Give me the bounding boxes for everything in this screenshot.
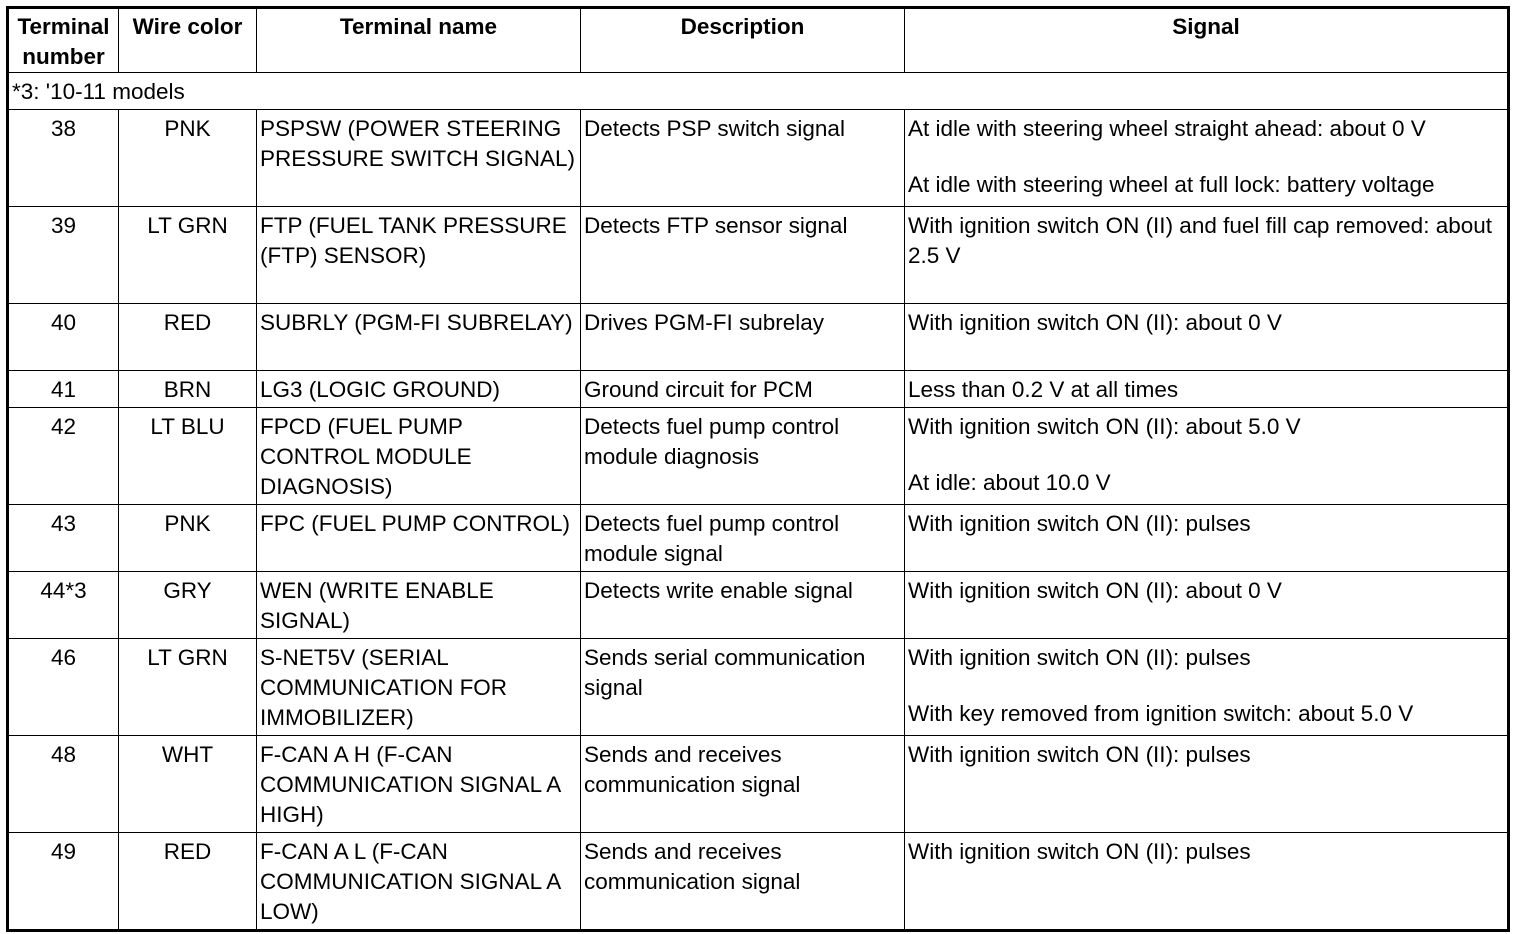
wire-color: RED: [119, 833, 257, 931]
signal-line: At idle with steering wheel straight ahead: about 0 V: [908, 116, 1426, 141]
wire-color: BRN: [119, 371, 257, 408]
table-row: [8, 408, 1509, 505]
wire-color: GRY: [119, 572, 257, 639]
signal: [905, 505, 1509, 572]
wire-color: LT GRN: [119, 639, 257, 736]
table-row: [8, 304, 1509, 371]
description: Detects fuel pump control module diagnosis: [581, 408, 905, 505]
signal: [905, 833, 1509, 931]
description: Ground circuit for PCM: [581, 371, 905, 408]
signal-line: With ignition switch ON (II): pulses: [908, 742, 1251, 767]
wire-color: WHT: [119, 736, 257, 833]
description: Detects write enable signal: [581, 572, 905, 639]
table-row: [8, 736, 1509, 833]
signal-line: With ignition switch ON (II): pulses: [908, 645, 1251, 670]
terminal-name: FTP (FUEL TANK PRESSURE (FTP) SENSOR): [257, 207, 581, 304]
signal-line: At idle: about 10.0 V: [908, 470, 1111, 495]
wire-color: LT GRN: [119, 207, 257, 304]
header-description: Description: [581, 8, 905, 73]
wire-color: LT BLU: [119, 408, 257, 505]
signal-line: Less than 0.2 V at all times: [908, 377, 1179, 402]
terminal-name: S-NET5V (SERIAL COMMUNICATION FOR IMMOBILIZER): [257, 639, 581, 736]
terminal-number: 44*3: [8, 572, 119, 639]
description: Sends serial communication signal: [581, 639, 905, 736]
terminal-number: 40: [8, 304, 119, 371]
terminal-name: SUBRLY (PGM-FI SUBRELAY): [257, 304, 581, 371]
description: Sends and receives communication signal: [581, 736, 905, 833]
wire-color: PNK: [119, 110, 257, 207]
terminal-name: LG3 (LOGIC GROUND): [257, 371, 581, 408]
signal-line: With key removed from ignition switch: about 5.0 V: [908, 701, 1414, 726]
table-row: [8, 505, 1509, 572]
description: Detects PSP switch signal: [581, 110, 905, 207]
model-note-row: [8, 73, 1509, 110]
terminal-table: [6, 6, 1510, 932]
signal: [905, 304, 1509, 371]
header-terminal-number: Terminal number: [8, 8, 119, 73]
terminal-number: 48: [8, 736, 119, 833]
signal: [905, 408, 1509, 505]
signal-line: With ignition switch ON (II): about 0 V: [908, 578, 1282, 603]
terminal-name: F-CAN A L (F-CAN COMMUNICATION SIGNAL A LOW): [257, 833, 581, 931]
header-signal: Signal: [905, 8, 1509, 73]
header-row: [8, 8, 1509, 73]
table-row: [8, 207, 1509, 304]
signal: [905, 110, 1509, 207]
header-terminal-name: Terminal name: [257, 8, 581, 73]
signal-line: With ignition switch ON (II): about 5.0 V: [908, 414, 1301, 439]
terminal-number: 39: [8, 207, 119, 304]
terminal-number: 46: [8, 639, 119, 736]
description: Detects FTP sensor signal: [581, 207, 905, 304]
table-row: [8, 833, 1509, 931]
signal-line: With ignition switch ON (II) and fuel fill cap removed: about 2.5 V: [908, 213, 1493, 268]
terminal-number: 41: [8, 371, 119, 408]
table-row: [8, 572, 1509, 639]
model-note: *3: '10-11 models: [8, 73, 1509, 110]
table-row: [8, 639, 1509, 736]
terminal-name: WEN (WRITE ENABLE SIGNAL): [257, 572, 581, 639]
table-row: [8, 110, 1509, 207]
terminal-name: F-CAN A H (F-CAN COMMUNICATION SIGNAL A HIGH): [257, 736, 581, 833]
wire-color: RED: [119, 304, 257, 371]
terminal-name: PSPSW (POWER STEERING PRESSURE SWITCH SIGNAL): [257, 110, 581, 207]
signal: [905, 572, 1509, 639]
terminal-number: 38: [8, 110, 119, 207]
description: Drives PGM-FI subrelay: [581, 304, 905, 371]
wire-color: PNK: [119, 505, 257, 572]
terminal-number: 42: [8, 408, 119, 505]
signal: [905, 207, 1509, 304]
signal-line: With ignition switch ON (II): pulses: [908, 511, 1251, 536]
table-row: [8, 371, 1509, 408]
signal: [905, 371, 1509, 408]
signal: [905, 736, 1509, 833]
header-wire-color: Wire color: [119, 8, 257, 73]
terminal-number: 49: [8, 833, 119, 931]
terminal-name: FPCD (FUEL PUMP CONTROL MODULE DIAGNOSIS): [257, 408, 581, 505]
signal: [905, 639, 1509, 736]
terminal-name: FPC (FUEL PUMP CONTROL): [257, 505, 581, 572]
signal-line: With ignition switch ON (II): pulses: [908, 839, 1251, 864]
signal-line: At idle with steering wheel at full lock: battery voltage: [908, 172, 1435, 197]
description: Detects fuel pump control module signal: [581, 505, 905, 572]
terminal-number: 43: [8, 505, 119, 572]
description: Sends and receives communication signal: [581, 833, 905, 931]
signal-line: With ignition switch ON (II): about 0 V: [908, 310, 1282, 335]
